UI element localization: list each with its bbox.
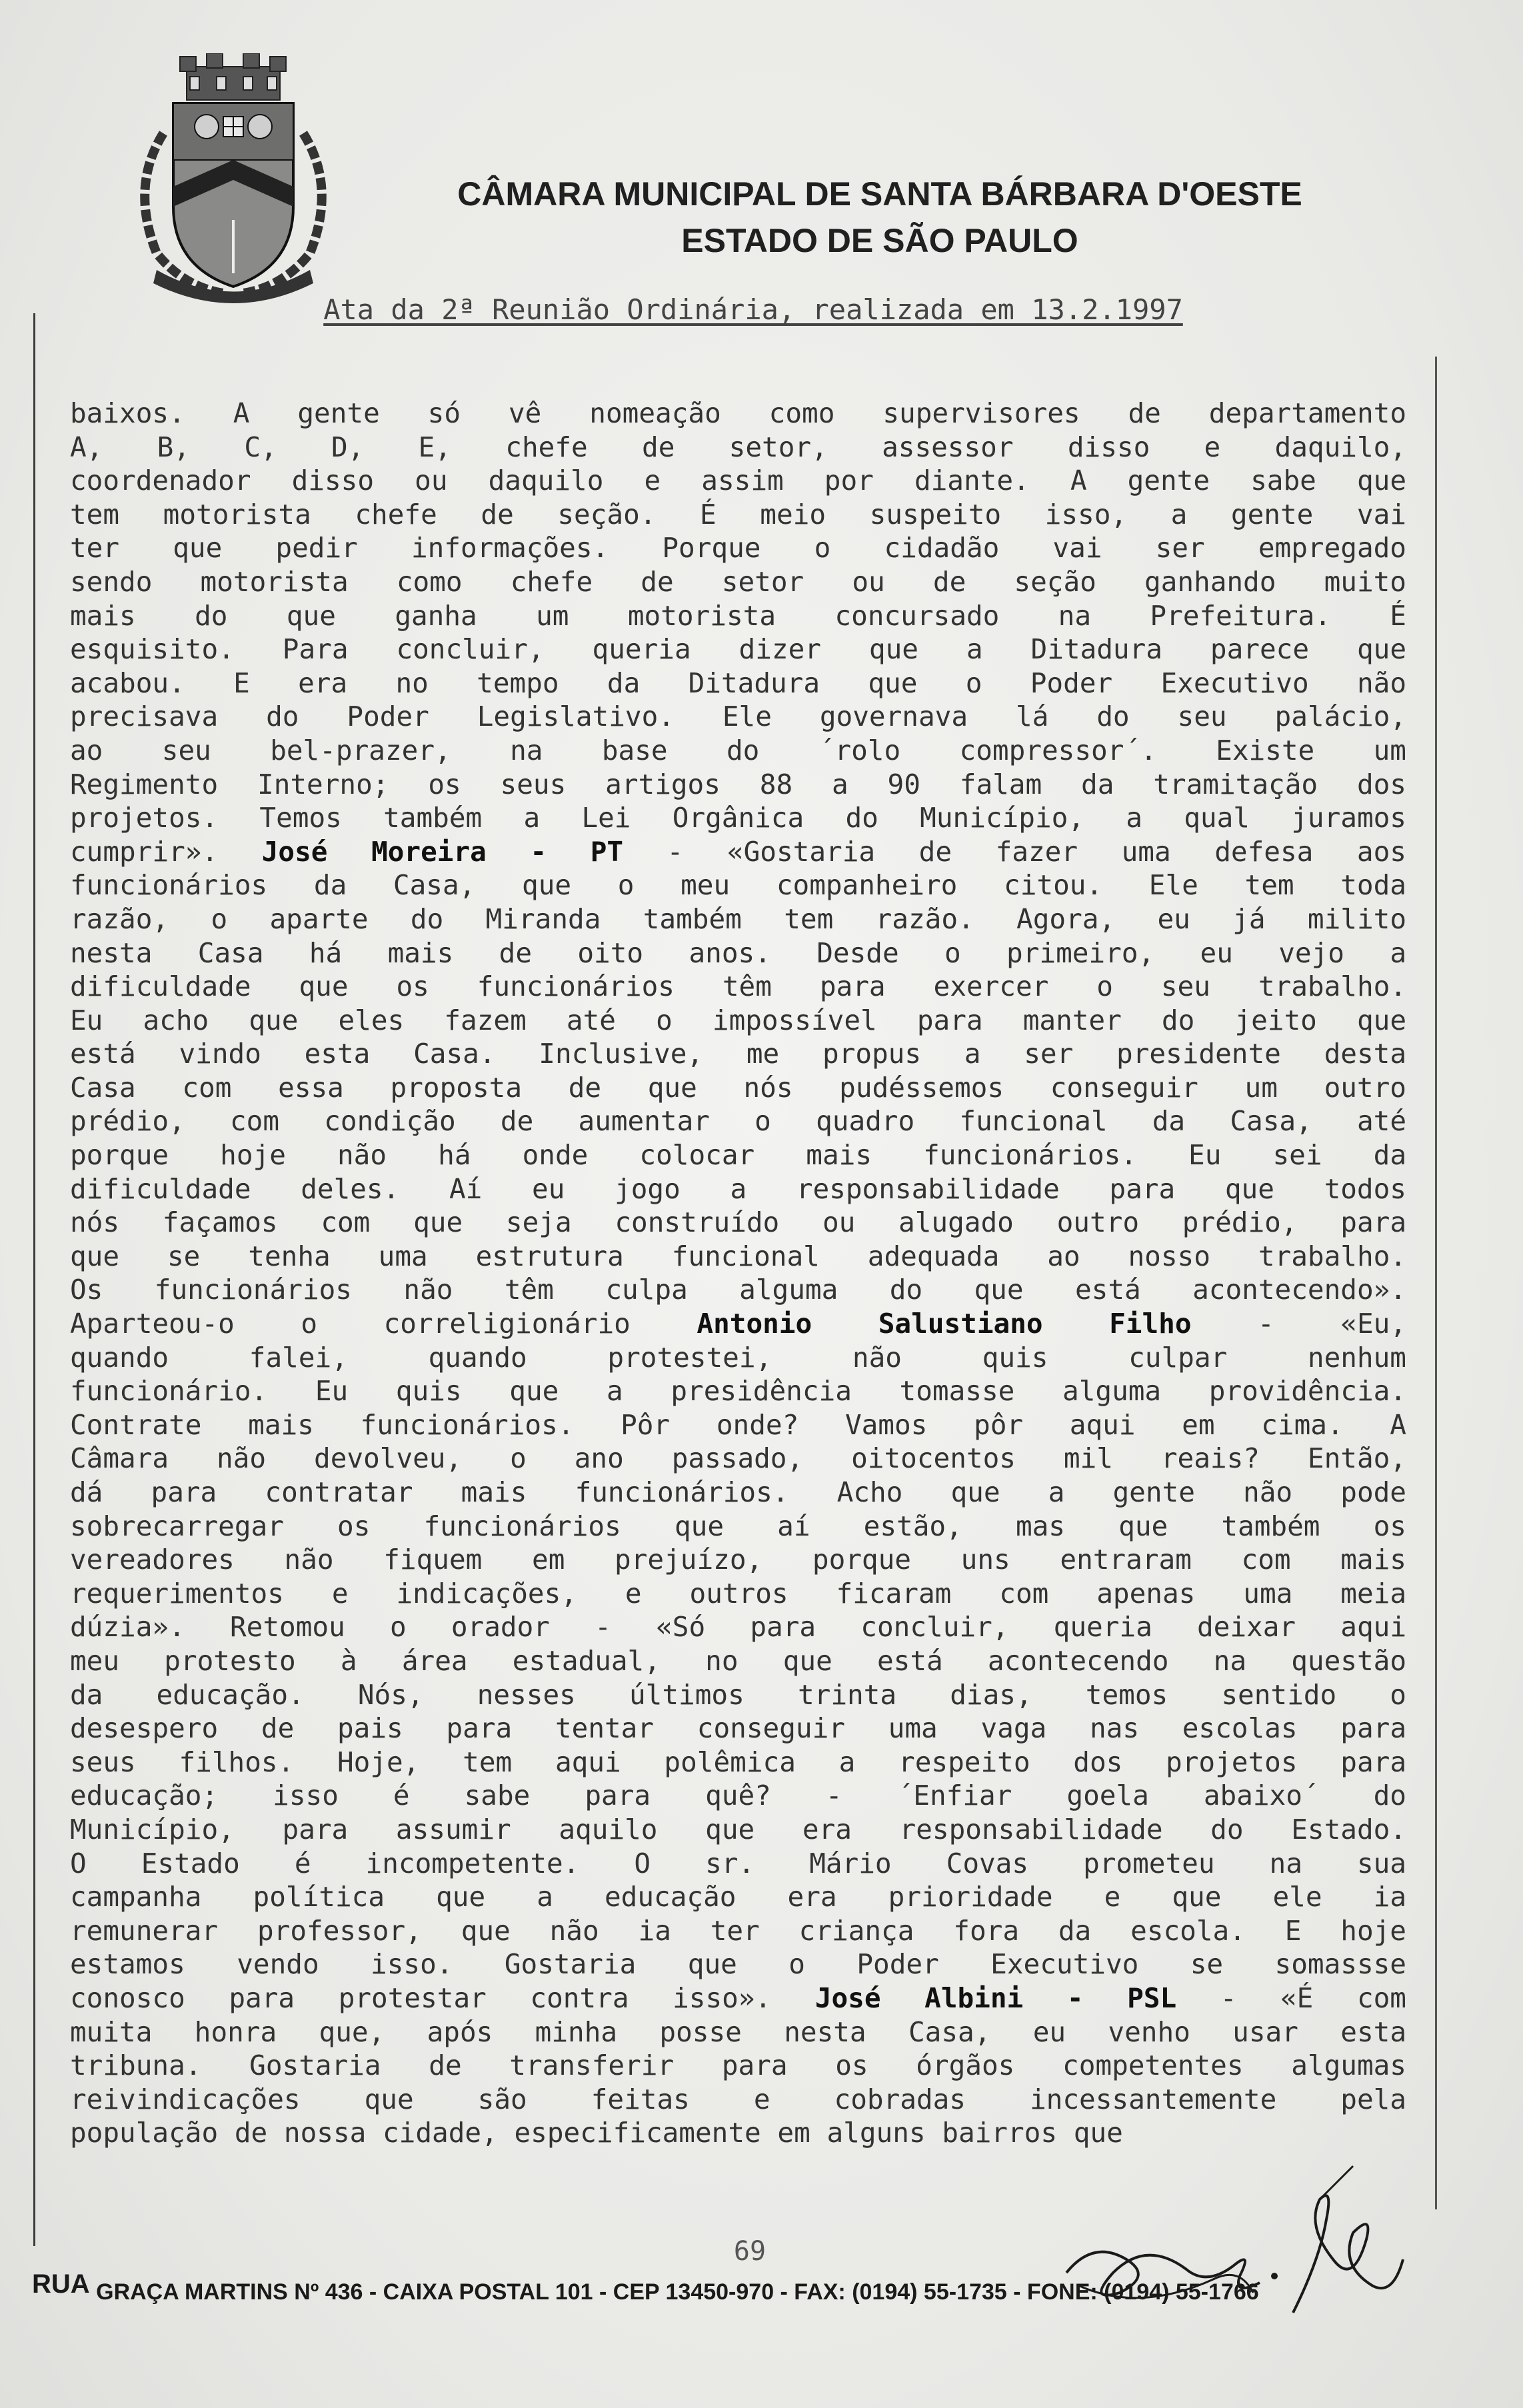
body-line: acabou. E era no tempo da Ditadura que o Poder Executivo não [70,666,1406,699]
body-line: tribuna. Gostaria de transferir para os órgãos competentes algumas [70,2049,1406,2082]
body-line: Município, para assumir aquilo que era responsabilidade do Estado. [70,1813,1406,1845]
body-line: quando falei, quando protestei, não quis culpar nenhum [70,1341,1406,1374]
line-text: conosco para protestar contra isso». [70,1981,815,2014]
body-line: esquisito. Para concluir, queria dizer que a Ditadura parece que [70,633,1406,666]
body-line: população de nossa cidade, especificamente em alguns bairros que [70,2117,1123,2149]
speaker-name: José Albini - PSL [814,1981,1177,2014]
body-line: sobrecarregar os funcionários que aí estão, mas que também os [70,1510,1406,1542]
body-line: requerimentos e indicações, e outros ficaram com apenas uma meia [70,1577,1406,1610]
body-line: funcionários da Casa, que o meu companheiro citou. Ele tem toda [70,869,1406,902]
body-line: O Estado é incompetente. O sr. Mário Covas prometeu na sua [70,1847,1406,1879]
body-line: dificuldade deles. Aí eu jogo a responsabilidade para que todos [70,1172,1406,1205]
body-line: da educação. Nós, nesses últimos trinta dias, temos sentido o [70,1678,1406,1711]
body-line: nesta Casa há mais de oito anos. Desde o primeiro, eu vejo a [70,936,1406,969]
body-line: educação; isso é sabe para quê? - ´Enfiar goela abaixo´ do [70,1780,1406,1812]
minutes-body [70,397,1406,2150]
handwritten-signature [1040,2159,1413,2333]
body-line: Casa com essa proposta de que nós pudéssemos conseguir um outro [70,1071,1406,1104]
left-margin-rule [33,313,35,2246]
body-line: seus filhos. Hoje, tem aqui polêmica a respeito dos projetos para [70,1746,1406,1778]
body-line-speaker [70,835,1406,869]
coat-of-arms-crest [117,53,350,307]
body-line: funcionário. Eu quis que a presidência tomasse alguma providência. [70,1375,1406,1408]
body-line: Os funcionários não têm culpa alguma do que está acontecendo». [70,1274,1406,1306]
body-line: desespero de pais para tentar conseguir uma vaga nas escolas para [70,1712,1406,1745]
body-line: Eu acho que eles fazem até o impossível para manter do jeito que [70,1004,1406,1036]
speaker-name: José Moreira - PT [261,835,624,868]
body-line: prédio, com condição de aumentar o quadro funcional da Casa, até [70,1105,1406,1138]
speaker-name: Antonio Salustiano Filho [697,1308,1192,1340]
body-line: campanha política que a educação era prioridade e que ele ia [70,1881,1406,1913]
body-line: precisava do Poder Legislativo. Ele governava lá do seu palácio, [70,700,1406,733]
body-line: dificuldade que os funcionários têm para exercer o seu trabalho. [70,970,1406,1003]
body-line: meu protesto à área estadual, no que está acontecendo na questão [70,1644,1406,1677]
line-text: cumprir». [70,835,262,868]
body-line: remunerar professor, que não ia ter criança fora da escola. E hoje [70,1914,1406,1947]
footer-address: GRAÇA MARTINS Nº 436 - CAIXA POSTAL 101 - CEP 13450-970 - FAX: (0194) 55-1735 - FONE: (0194) 55-1766 [89,2279,1259,2305]
body-line: Contrate mais funcionários. Pôr onde? Vamos pôr aqui em cima. A [70,1408,1406,1441]
body-line: A, B, C, D, E, chefe de setor, assessor disso e daquilo, [70,431,1406,463]
right-margin-rule [1435,357,1437,2209]
line-text: - «É com [1176,1981,1406,2014]
body-line: mais do que ganha um motorista concursado na Prefeitura. É [70,599,1406,632]
body-line: sendo motorista como chefe de setor ou de seção ganhando muito [70,565,1406,598]
page-number: 69 [733,2236,766,2267]
body-line: nós façamos com que seja construído ou alugado outro prédio, para [70,1206,1406,1239]
body-line: tem motorista chefe de seção. É meio suspeito isso, a gente vai [70,498,1406,531]
body-line: ao seu bel-prazer, na base do ´rolo compressor´. Existe um [70,734,1406,766]
body-line: estamos vendo isso. Gostaria que o Poder Executivo se somassse [70,1948,1406,1981]
address-footer [32,2269,1498,2306]
line-text: Aparteou-o o correligionário [70,1308,697,1340]
line-text: - «Eu, [1191,1308,1406,1340]
minutes-title: Ata da 2ª Reunião Ordinária, realizada em 13.2.1997 [323,293,1183,326]
body-line-speaker [70,1307,1406,1341]
body-line: está vindo esta Casa. Inclusive, me propus a ser presidente desta [70,1038,1406,1070]
body-line: projetos. Temos também a Lei Orgânica do Município, a qual juramos [70,802,1406,834]
state-name: ESTADO DE SÃO PAULO [681,222,1078,259]
body-line: muita honra que, após minha posse nesta Casa, eu venho usar esta [70,2015,1406,2048]
footer-rua: RUA [32,2269,90,2299]
body-line: dúzia». Retomou o orador - «Só para concluir, queria deixar aqui [70,1611,1406,1644]
institution-name: CÂMARA MUNICIPAL DE SANTA BÁRBARA D'OESTE [457,175,1302,213]
body-line: razão, o aparte do Miranda também tem razão. Agora, eu já milito [70,902,1406,935]
body-line-speaker [70,1981,1406,2015]
body-line: dá para contratar mais funcionários. Acho que a gente não pode [70,1476,1406,1508]
body-line: ter que pedir informações. Porque o cidadão vai ser empregado [70,532,1406,565]
body-line: coordenador disso ou daquilo e assim por diante. A gente sabe que [70,465,1406,497]
body-line: baixos. A gente só vê nomeação como supervisores de departamento [70,397,1406,429]
body-line: Câmara não devolveu, o ano passado, oitocentos mil reais? Então, [70,1442,1406,1475]
line-text: - «Gostaria de fazer uma defesa aos [623,835,1406,868]
body-line: reivindicações que são feitas e cobradas incessantemente pela [70,2083,1406,2115]
body-line: Regimento Interno; os seus artigos 88 a 90 falam da tramitação dos [70,768,1406,800]
body-line: porque hoje não há onde colocar mais funcionários. Eu sei da [70,1139,1406,1172]
body-line: vereadores não fiquem em prejuízo, porque uns entraram com mais [70,1544,1406,1576]
body-line: que se tenha uma estrutura funcional adequada ao nosso trabalho. [70,1240,1406,1272]
